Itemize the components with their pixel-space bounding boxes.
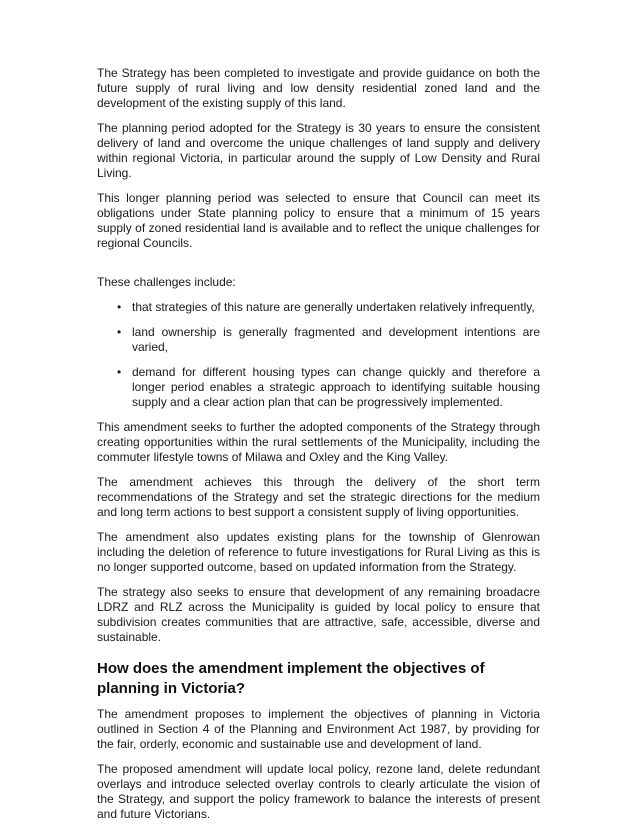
amendment-paragraph-4: The strategy also seeks to ensure that development of any remaining broadacre LDRZ and RLZ across the Municipality is guided by local policy to ensure that subdivision creates communities that are attractive, safe, accessible, diverse and sustainable. [97, 585, 540, 644]
amendment-paragraph-1: This amendment seeks to further the adopted components of the Strategy through creating opportunities within the rural settlements of the Municipality, including the commuter lifestyle towns of Milawa and Oxley and the King Valley. [97, 420, 540, 464]
list-item-text: demand for different housing types can change quickly and therefore a longer period enables a strategic approach to identifying suitable housing supply and a clear action plan that can be progressively implemented. [132, 365, 540, 409]
intro-paragraph-3: This longer planning period was selected to ensure that Council can meet its obligations under State planning policy to ensure that a minimum of 15 years supply of zoned residential land is available and to reflect the unique challenges for regional Councils. [97, 191, 540, 250]
amendment-paragraph-2: The amendment achieves this through the delivery of the short term recommendations of the Strategy and set the strategic directions for the medium and long term actions to best support a consistent supply of living opportunities. [97, 475, 540, 519]
list-item [97, 325, 540, 355]
objectives-paragraph-2: The proposed amendment will update local policy, rezone land, delete redundant overlays and introduce selected overlay controls to clearly articulate the vision of the Strategy, and support the policy framework to balance the interests of present and future Victorians. [97, 762, 540, 821]
bullet-icon: • [117, 300, 122, 314]
objectives-paragraph-1: The amendment proposes to implement the objectives of planning in Victoria outlined in Section 4 of the Planning and Environment Act 1987, by providing for the fair, orderly, economic and sustainable use and development of land. [97, 707, 540, 751]
section-heading: How does the amendment implement the objectives of planning in Victoria? [97, 660, 485, 697]
list-item [97, 365, 540, 410]
list-item-text: that strategies of this nature are generally undertaken relatively infrequently, [132, 300, 535, 314]
amendment-paragraph-3: The amendment also updates existing plans for the township of Glenrowan including the deletion of reference to future investigations for Rural Living as this is no longer supported outcome, based on updated information from the Strategy. [97, 530, 540, 574]
challenges-list [97, 300, 540, 410]
challenges-lead: These challenges include: [97, 275, 236, 289]
list-item-text: land ownership is generally fragmented and development intentions are varied, [132, 325, 540, 354]
document-page [97, 66, 540, 832]
intro-paragraph-2: The planning period adopted for the Strategy is 30 years to ensure the consistent delivery of land and overcome the unique challenges of land supply and delivery within regional Victoria, in particular around the supply of Low Density and Rural Living. [97, 121, 540, 180]
bullet-icon: • [117, 365, 122, 379]
bullet-icon: • [117, 325, 122, 339]
list-item [97, 300, 540, 315]
intro-paragraph-1: The Strategy has been completed to investigate and provide guidance on both the future supply of rural living and low density residential zoned land and the development of the existing supply of this land. [97, 66, 540, 110]
